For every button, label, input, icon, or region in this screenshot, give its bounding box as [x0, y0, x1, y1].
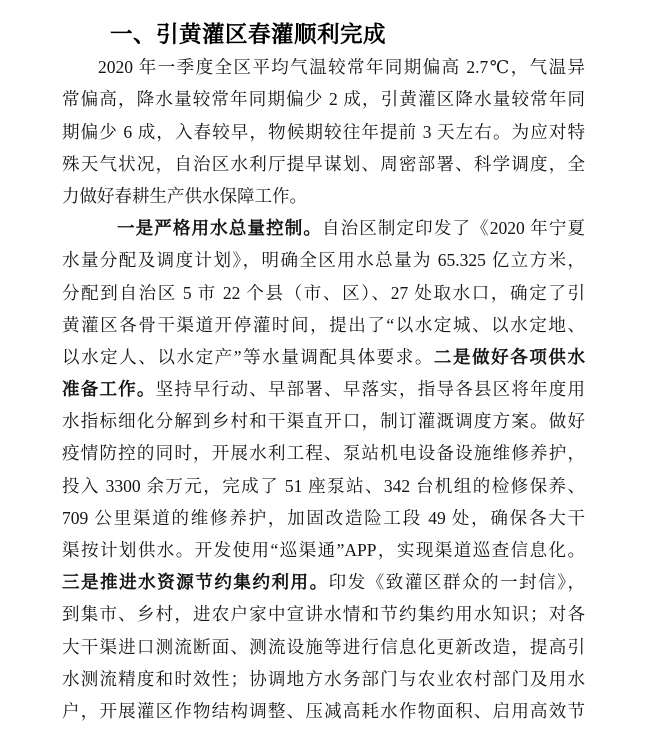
text-segment: 投入 3300 余万元，完成了 51 座泵站、342 台机组的检修保养、 [62, 475, 585, 496]
bold-lead-segment: 二是做好各项供水 [433, 346, 585, 367]
text-line [62, 598, 585, 630]
bold-lead-segment: 一是严格用水总量控制。 [117, 218, 322, 239]
text-segment: 709 公里渠道的维修养护，加固改造险工段 49 处，确保各大干 [62, 507, 585, 528]
text-line [62, 502, 585, 534]
text-segment: 自治区制定印发了《2020 年宁夏 [322, 218, 585, 239]
text-segment: 力做好春耕生产供水保障工作。 [62, 185, 307, 206]
text-line [62, 180, 585, 212]
text-line [62, 631, 585, 663]
text-segment: 黄灌区各骨干渠道开停灌时间，提出了“以水定城、以水定地、 [62, 314, 585, 335]
text-segment: 期偏少 6 成，入春较早，物候期较往年提前 3 天左右。为应对特 [62, 121, 585, 142]
text-line [62, 405, 585, 437]
text-line [62, 212, 585, 244]
text-segment: 疫情防控的同时，开展水利工程、泵站机电设备设施维修养护， [62, 443, 585, 464]
text-line [62, 83, 585, 115]
document-text-block [62, 19, 585, 727]
text-line [62, 566, 585, 598]
text-line [62, 470, 585, 502]
text-segment: 户，开展灌区作物结构调整、压减高耗水作物面积、启用高效节 [62, 700, 585, 721]
bold-lead-segment: 准备工作。 [62, 379, 156, 400]
text-line [62, 309, 585, 341]
text-line [62, 373, 585, 405]
text-line [62, 534, 585, 566]
text-segment: 殊天气状况，自治区水利厅提早谋划、周密部署、科学调度，全 [62, 153, 585, 174]
text-segment: 坚持早行动、早部署、早落实，指导各县区将年度用 [155, 379, 585, 400]
text-segment: 大干渠进口测流断面、测流设施等进行信息化更新改造，提高引 [62, 636, 585, 657]
text-line [62, 341, 585, 373]
text-line [62, 695, 585, 727]
section-heading: 一、引黄灌区春灌顺利完成 [110, 22, 387, 47]
text-segment: 渠按计划供水。开发使用“巡渠通”APP，实现渠道巡查信息化。 [62, 540, 585, 560]
text-line [62, 663, 585, 695]
text-segment: 常偏高，降水量较常年同期偏少 2 成，引黄灌区降水量较常年同 [62, 89, 585, 110]
text-segment: 2020 年一季度全区平均气温较常年同期偏高 2.7℃，气温异 [98, 57, 585, 78]
text-segment: 到集市、乡村，进农户家中宣讲水情和节约集约用水知识；对各 [62, 604, 585, 625]
text-segment: 分配到自治区 5 市 22 个县（市、区）、27 处取水口，确定了引 [62, 282, 585, 303]
bold-lead-segment: 三是推进水资源节约集约利用。 [62, 572, 329, 593]
text-segment: 水量分配及调度计划》，明确全区用水总量为 65.325 亿立方米， [62, 250, 585, 271]
text-line [62, 277, 585, 309]
text-line [62, 148, 585, 180]
text-segment: 水测流精度和时效性；协调地方水务部门与农业农村部门及用水 [62, 668, 585, 689]
text-line [62, 116, 585, 148]
text-segment: 水指标细化分解到乡村和干渠直开口，制订灌溉调度方案。做好 [62, 411, 585, 432]
text-line [62, 437, 585, 469]
text-line [62, 244, 585, 276]
text-segment: 以水定人、以水定产”等水量调配具体要求。 [62, 346, 434, 367]
text-segment: 印发《致灌区群众的一封信》， [328, 572, 585, 593]
text-line [62, 51, 585, 83]
